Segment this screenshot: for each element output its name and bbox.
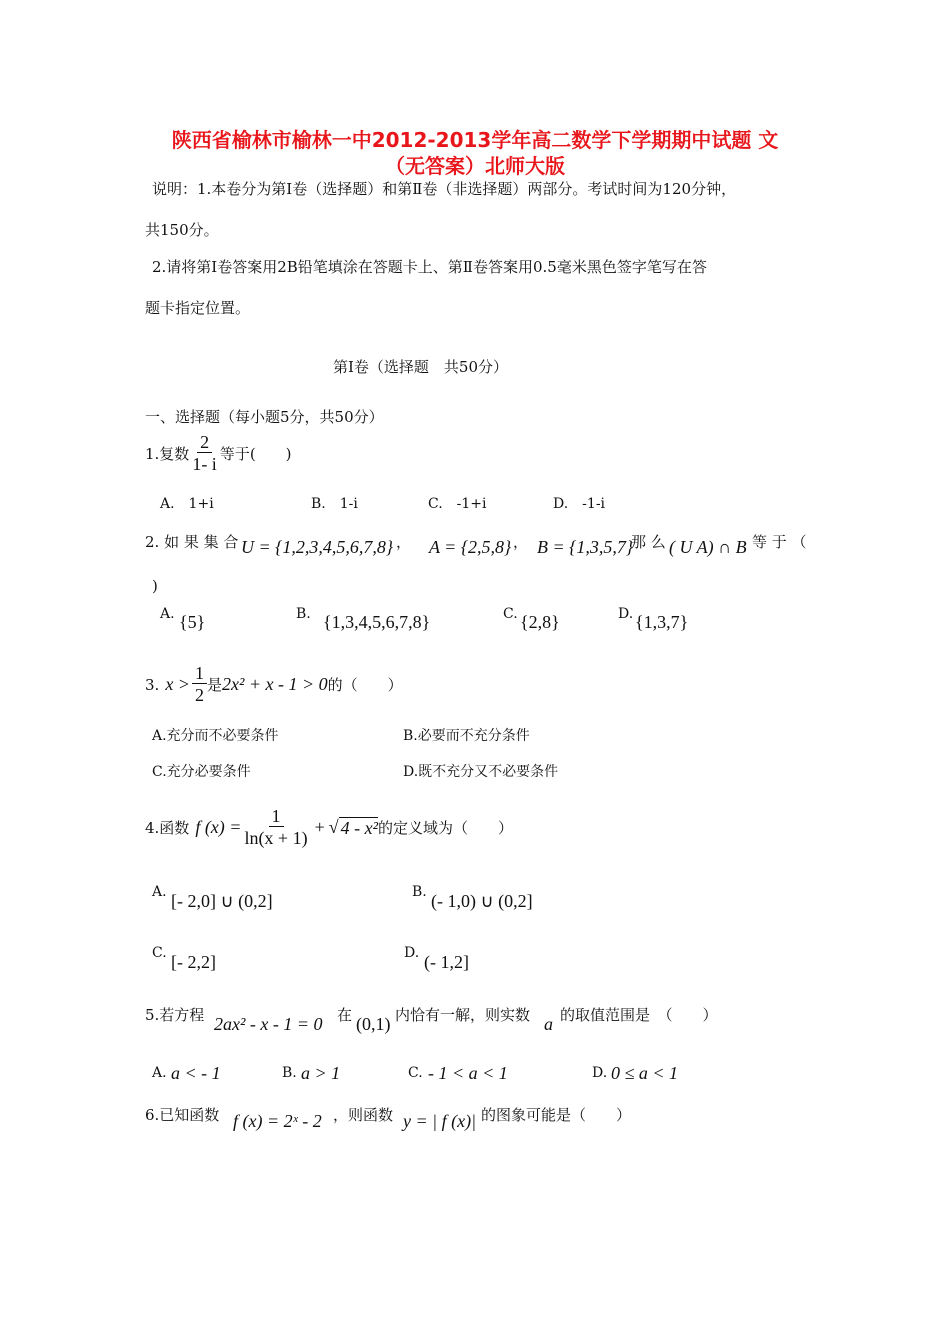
q3-option-c: C.充分必要条件 [152, 764, 251, 780]
q4-option-c-letter: C. [152, 945, 167, 961]
q1-fraction [189, 432, 220, 475]
q3-mid: 是 [206, 676, 222, 694]
q4-option-d-letter: D. [404, 945, 420, 961]
q4-radical-sign: √ [328, 817, 339, 837]
q5-option-c-value: - 1 < a < 1 [428, 1063, 508, 1083]
q4-numerator: 1 [269, 806, 284, 827]
q6-y-expression: y = | f (x)| [403, 1111, 477, 1131]
q2-comma-2: ， [513, 533, 529, 551]
q1-prefix: 1.复数 [145, 445, 190, 463]
q2-option-a-value: {5} [179, 612, 206, 632]
q5-option-d-letter: D. [592, 1065, 608, 1081]
q3-inequality: 2x² + x - 1 > 0 [221, 674, 328, 694]
q2-option-c-letter: C. [503, 606, 518, 622]
q4-option-d-value: (- 1,2] [424, 952, 469, 972]
q1-denominator: 1- i [192, 454, 217, 474]
q5-var: a [544, 1014, 553, 1034]
q4-option-a-letter: A. [152, 884, 167, 900]
q1-option-b: B. 1-i [311, 496, 358, 512]
q5-option-b-value: a > 1 [301, 1063, 341, 1083]
q5-prefix: 5.若方程 [145, 1006, 205, 1024]
q3-lhs: x > [165, 674, 190, 694]
instructions-line4: 题卡指定位置。 [145, 299, 251, 317]
q5-suffix: 的取值范围是 （ ） [560, 1006, 718, 1024]
q3-numerator: 1 [192, 663, 207, 684]
instructions-line3: 2.请将第Ⅰ卷答案用2B铅笔填涂在答题卡上、第Ⅱ卷答案用0.5毫米黑色签字笔写在答 [152, 258, 707, 276]
q3-option-a: A.充分而不必要条件 [152, 728, 279, 744]
q2-option-d-value: {1,3,7} [635, 612, 689, 632]
q4-sqrt-content: 4 - x² [340, 817, 379, 838]
q1-numerator: 2 [197, 432, 212, 453]
q4-suffix: 的定义域为（ ） [378, 819, 514, 837]
q5-interval: (0,1) [356, 1014, 391, 1034]
q2-cont: ) [152, 577, 158, 595]
q1-option-c: C. -1+i [428, 496, 487, 512]
q3-prefix: 3. [145, 675, 160, 694]
q5-option-d-value: 0 ≤ a < 1 [611, 1063, 679, 1083]
q3-option-b: B.必要而不充分条件 [403, 728, 530, 744]
q2-set-b: B = {1,3,5,7} [537, 537, 634, 557]
q4-fx: f (x) = [195, 817, 242, 837]
q4-fraction [241, 806, 310, 849]
q3-denominator: 2 [194, 685, 204, 705]
q5-option-a-letter: A. [152, 1065, 167, 1081]
q2-option-c-value: {2,8} [520, 612, 560, 632]
q4-option-c-value: [- 2,2] [171, 952, 216, 972]
q5-option-c-letter: C. [408, 1065, 423, 1081]
q5-equation: 2ax² - x - 1 = 0 [214, 1014, 323, 1034]
q4-option-b-value: (- 1,0) ∪ (0,2] [431, 891, 533, 911]
q2-option-d-letter: D. [618, 606, 634, 622]
q4-prefix: 4.函数 [145, 819, 190, 837]
q2-comma-1: ， [396, 533, 412, 551]
q2-expression: ( U A) ∩ B [669, 537, 747, 557]
q2-option-b-value: {1,3,4,5,6,7,8} [323, 612, 431, 632]
q3-fraction [192, 663, 207, 706]
instructions-line1: 说明：1.本卷分为第Ⅰ卷（选择题）和第Ⅱ卷（非选择题）两部分。考试时间为120分钟， [152, 180, 737, 198]
q2-option-b-letter: B. [296, 606, 311, 622]
q1-option-d: D. -1-i [553, 496, 606, 512]
question-3 [145, 663, 403, 706]
q6-prefix: 6.已知函数 [145, 1106, 220, 1124]
q4-plus: + [314, 817, 325, 837]
q1-option-a: A. 1+i [160, 496, 214, 512]
question-4 [145, 806, 513, 849]
q2-set-u: U = {1,2,3,4,5,6,7,8} [241, 537, 394, 557]
q3-option-d: D.既不充分又不必要条件 [403, 764, 559, 780]
q5-mid2: 内恰有一解，则实数 [395, 1006, 531, 1024]
q1-suffix: 等于( ) [219, 445, 292, 463]
q6-suffix: 的图象可能是（ ） [481, 1106, 632, 1124]
q5-mid1: 在 [337, 1006, 353, 1024]
q6-mid: ，则函数 [333, 1106, 394, 1124]
q5-option-a-value: a < - 1 [171, 1063, 221, 1083]
q3-suffix: 的（ ） [327, 676, 403, 694]
part-heading: 一、选择题（每小题5分，共50分） [145, 408, 384, 426]
section-title: 第Ⅰ卷（选择题 共50分） [333, 358, 509, 376]
q2-option-a-letter: A. [160, 606, 175, 622]
q4-denominator: ln(x + 1) [244, 828, 308, 848]
page-title-line2: （无答案）北师大版 [385, 154, 565, 178]
q2-mid: 那 么 [631, 533, 666, 551]
page-title-line1: 陕西省榆林市榆林一中2012-2013学年高二数学下学期期中试题 文 [171, 128, 779, 152]
q4-option-b-letter: B. [412, 884, 427, 900]
q4-option-a-value: [- 2,0] ∪ (0,2] [171, 891, 273, 911]
instructions-line2: 共150分。 [145, 221, 219, 239]
q2-set-a: A = {2,5,8} [429, 537, 512, 557]
q5-option-b-letter: B. [282, 1065, 297, 1081]
question-1 [145, 432, 292, 475]
q2-suffix: 等 于 （ [752, 533, 807, 551]
q2-prefix: 2. 如 果 集 合 [145, 533, 239, 551]
q6-function: f (x) = 2ˣ - 2 [233, 1111, 322, 1131]
